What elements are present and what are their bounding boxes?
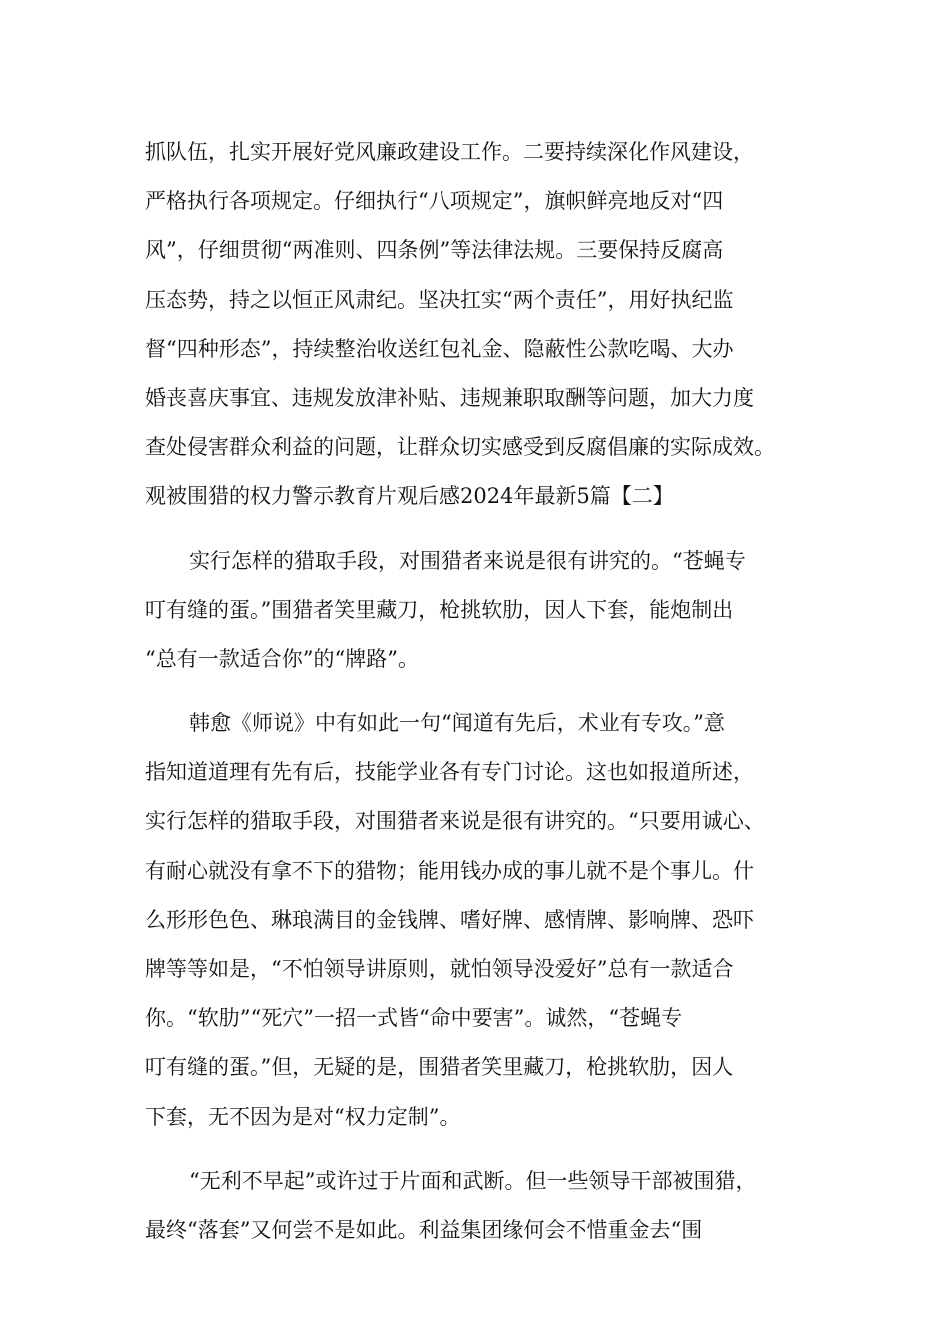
text-line: 严格执行各项规定。仔细执行“八项规定”，旗帜鲜亮地反对“四: [145, 189, 724, 214]
text-line: “无利不早起”或许过于片面和武断。但一些领导干部被围猎，: [189, 1168, 757, 1193]
paragraph-2: [145, 537, 815, 685]
text-line: 实行怎样的猎取手段，对围猎者来说是很有讲究的。“只要用诚心、: [145, 809, 765, 834]
heading-text: 观被围猎的权力警示教育片观后感2024年最新5篇【二】: [145, 484, 674, 509]
text-line: 婚丧喜庆事宜、违规发放津补贴、违规兼职取酬等问题，加大力度: [145, 385, 754, 410]
text-line: 叮有缝的蛋。”围猎者笑里藏刀，枪挑软肋，因人下套，能炮制出: [145, 597, 734, 622]
text-line: 最终“落套”又何尝不是如此。利益集团缘何会不惜重金去“围: [145, 1217, 703, 1242]
text-line: 抓队伍，扎实开展好党风廉政建设工作。二要持续深化作风建设，: [145, 140, 754, 164]
document-body: [145, 128, 815, 1255]
text-line: 压态势，持之以恒正风肃纪。坚决扛实“两个责任”，用好执纪监: [145, 287, 734, 312]
text-line: 风”，仔细贯彻“两准则、四条例”等法律法规。三要保持反腐高: [145, 238, 724, 263]
section-heading: [145, 472, 815, 521]
text-line: 查处侵害群众利益的问题，让群众切实感受到反腐倡廉的实际成效。: [145, 435, 775, 460]
text-line: 叮有缝的蛋。”但，无疑的是，围猎者笑里藏刀，枪挑软肋，因人: [145, 1055, 734, 1080]
text-line: 督“四种形态”，持续整治收送红包礼金、隐蔽性公款吃喝、大办: [145, 336, 734, 361]
text-line: 牌等等如是，“不怕领导讲原则，就怕领导没爱好”总有一款适合: [145, 957, 734, 981]
paragraph-4: [145, 1157, 815, 1255]
text-line: 韩愈《师说》中有如此一句“闻道有先后，术业有专攻。”意: [189, 711, 725, 736]
paragraph-3: [145, 699, 815, 1142]
text-line: 有耐心就没有拿不下的猎物；能用钱办成的事儿就不是个事儿。什: [145, 858, 754, 883]
text-line: “总有一款适合你”的“牌路”。: [145, 646, 419, 671]
text-line: 实行怎样的猎取手段，对围猎者来说是很有讲究的。“苍蝇专: [189, 548, 746, 573]
text-line: 么形形色色、琳琅满目的金钱牌、嗜好牌、感情牌、影响牌、恐吓: [145, 907, 754, 932]
text-line: 你。“软肋”“死穴”一招一式皆“命中要害”。诚然，“苍蝇专: [145, 1006, 683, 1031]
text-line: 指知道道理有先有后，技能学业各有专门讨论。这也如报道所述，: [145, 760, 754, 785]
paragraph-1: [145, 128, 815, 472]
text-line: 下套，无不因为是对“权力定制”。: [145, 1104, 461, 1129]
